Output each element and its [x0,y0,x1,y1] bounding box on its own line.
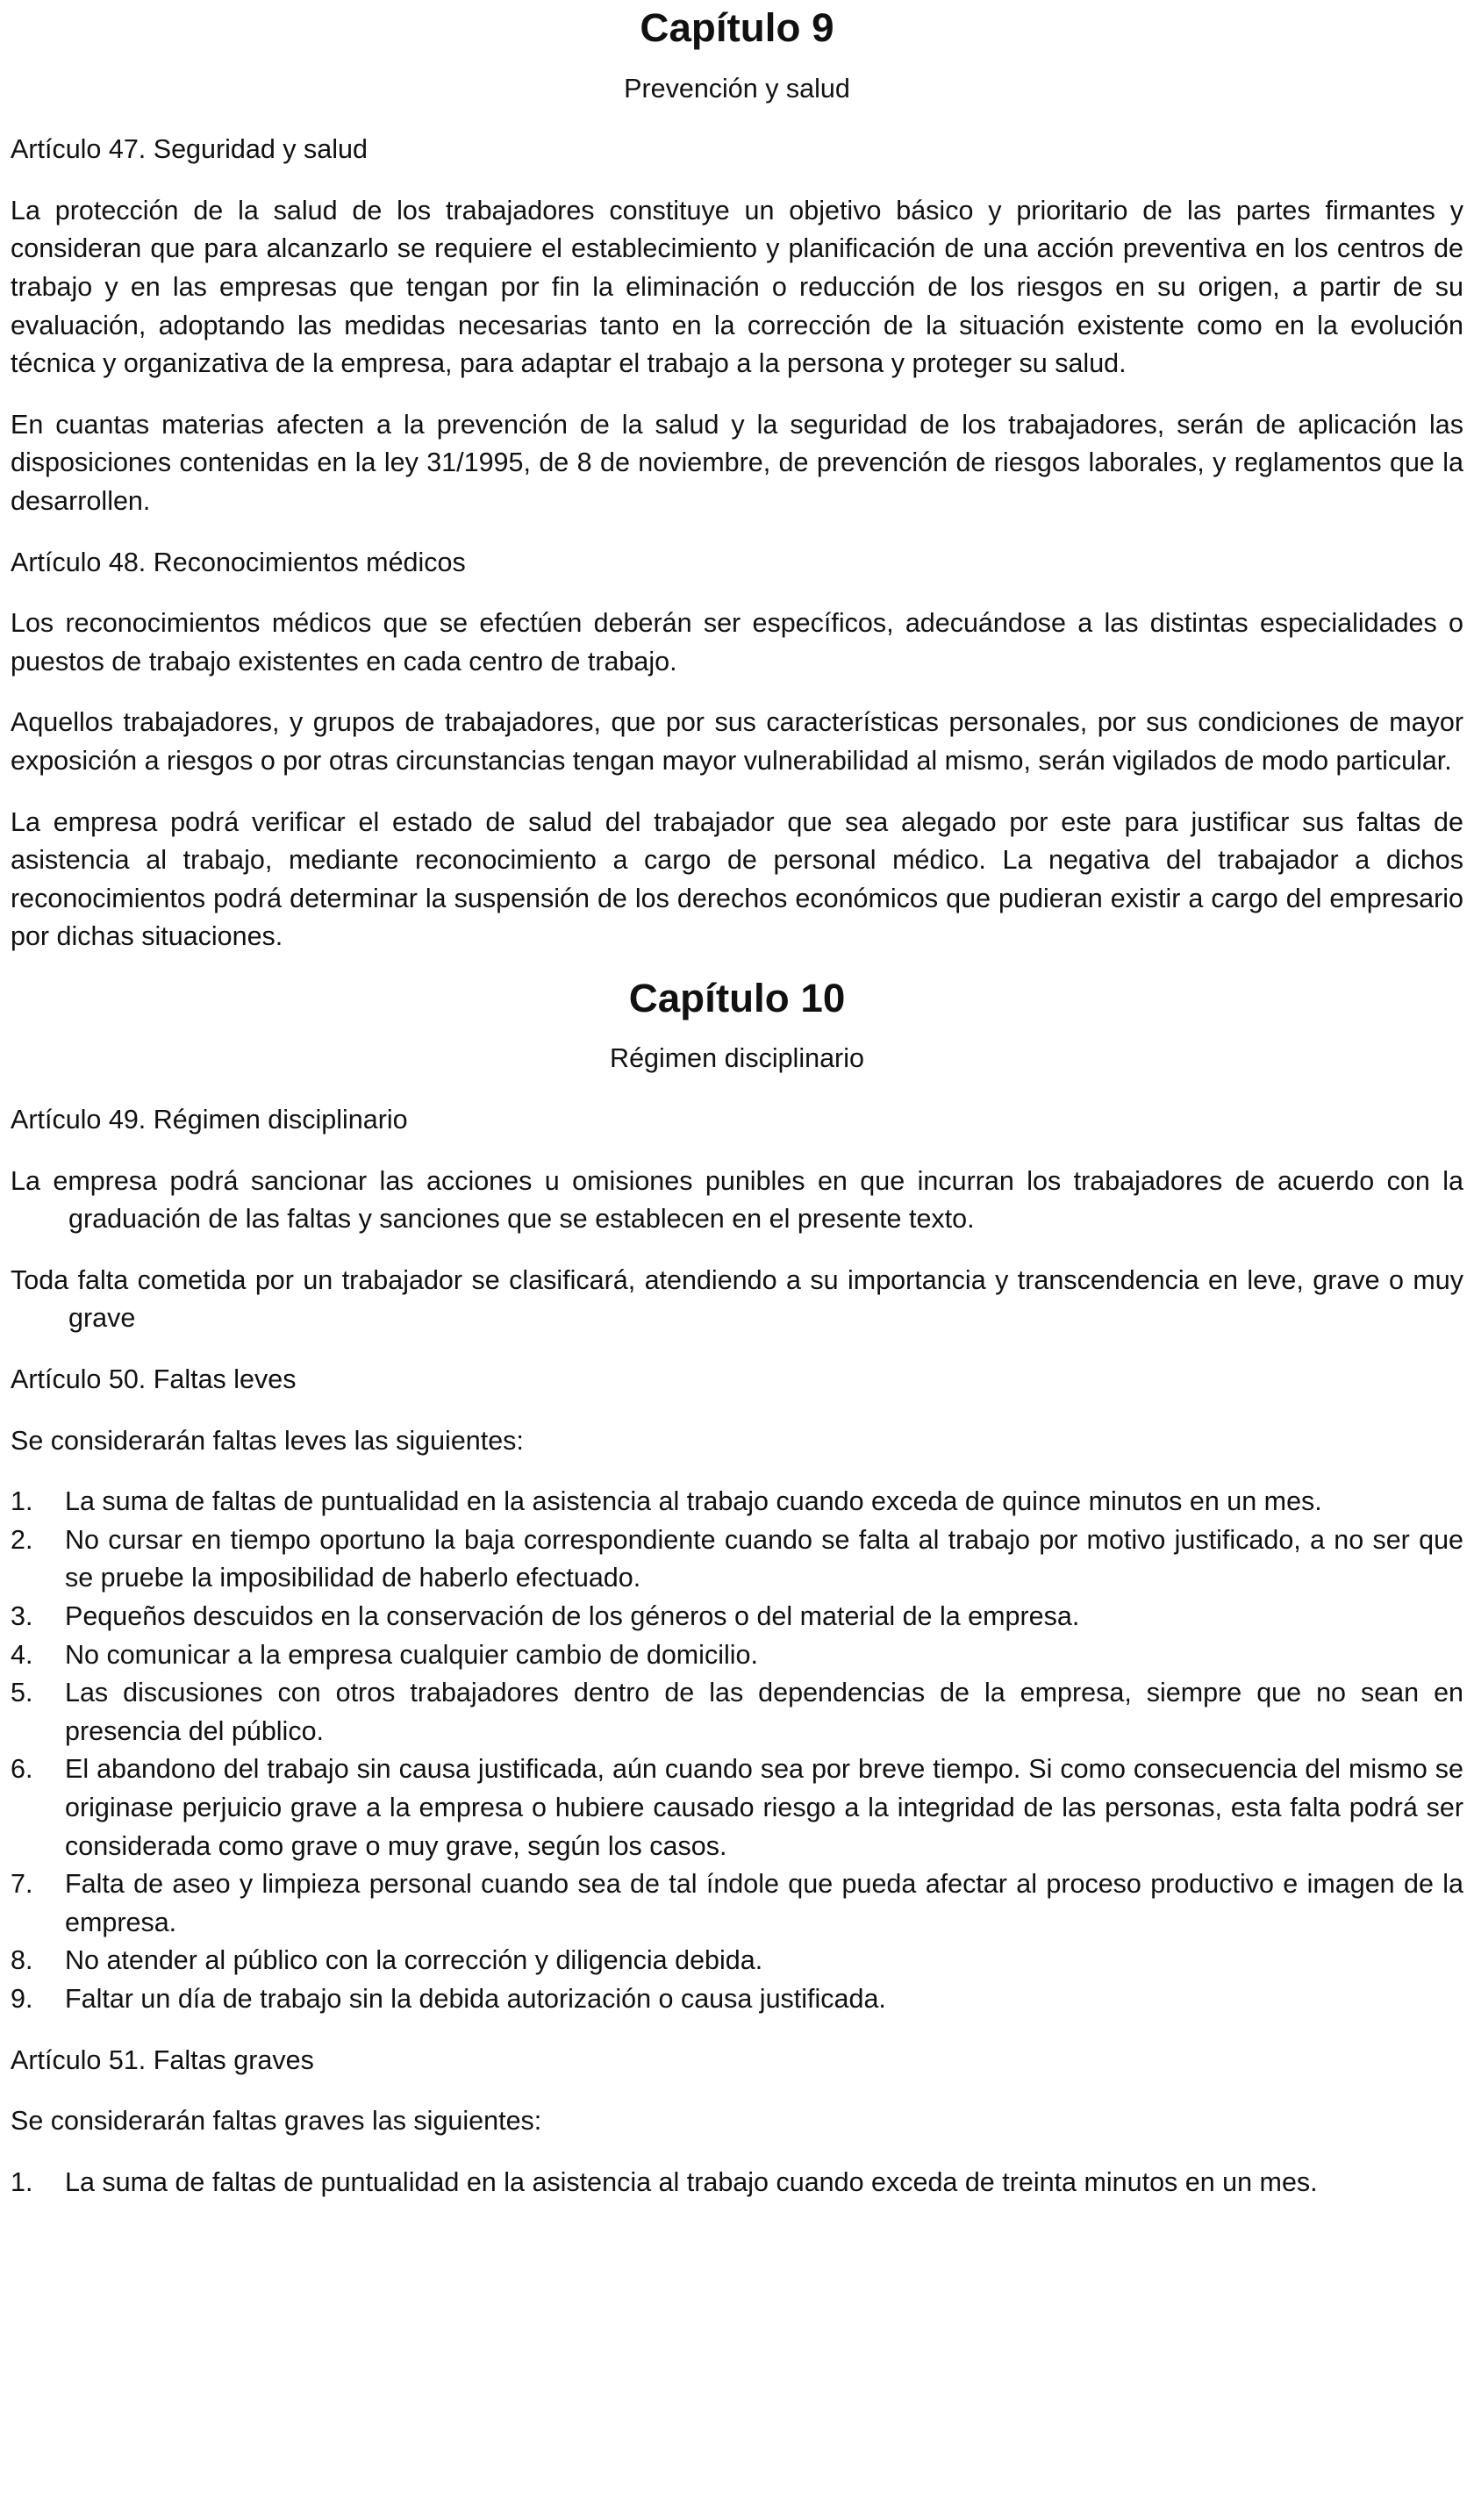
list-item-number: 4. [11,1639,33,1670]
list-item [11,1980,1463,2019]
list-item [11,1598,1463,1636]
list-item-number: 2. [11,1524,33,1555]
list-item-number: 6. [11,1754,33,1785]
list-item [11,1483,1463,1521]
chapter-9-title: Capítulo 9 [640,5,834,50]
list-item-text: No cursar en tiempo oportuno la baja correspondiente cuando se falta al trabajo por motivo justificado, a no ser que se pruebe la imposibilidad de haberlo efectuado. [65,1524,1463,1593]
chapter-9-subtitle: Prevención y salud [624,73,850,104]
article-48-paragraph-3: La empresa podrá verificar el estado de salud del trabajador que sea alegado por este para justificar sus faltas de asistencia al trabajo, mediante reconocimiento a cargo de personal médico. La negativa del trabajador a dichos reconocimientos podrá determinar la suspensión de los derechos económicos que pudieran existir a cargo del empresario por dichas situaciones. [11,806,1463,952]
list-item-text: No comunicar a la empresa cualquier cambio de domicilio. [65,1639,758,1670]
list-item [11,2164,1463,2202]
list-item-text: Pequeños descuidos en la conservación de los géneros o del material de la empresa. [65,1601,1080,1631]
list-item [11,1636,1463,1675]
list-item-text: No atender al público con la corrección y diligencia debida. [65,1945,763,1976]
list-item [11,1865,1463,1942]
list-item-text: La suma de faltas de puntualidad en la asistencia al trabajo cuando exceda de treinta minutos en un mes. [65,2166,1318,2197]
article-50-list [11,1483,1463,2041]
list-item [11,1674,1463,1750]
article-49-paragraph-1: La empresa podrá sancionar las acciones u omisiones punibles en que incurran los trabajadores de acuerdo con la graduación de las faltas y sanciones que se establecen en el presente texto. [11,1165,1463,1235]
list-item-text: El abandono del trabajo sin causa justificada, aún cuando sea por breve tiempo. Si como consecuencia del mismo se originase perjuicio grave a la empresa o hubiere causado riesgo a la integridad de las personas, esta falta podrá ser considerada como grave o muy grave, según los casos. [65,1754,1463,1861]
list-item-number: 1. [11,2166,33,2197]
article-48-paragraph-2: Aquellos trabajadores, y grupos de trabajadores, que por sus características personales, por sus condiciones de mayor exposición a riesgos o por otras circunstancias tengan mayor vulnerabilidad al mismo, serán vigilados de modo particular. [11,707,1463,776]
article-51-list [11,2164,1463,2225]
list-item [11,1750,1463,1865]
list-item-number: 5. [11,1678,33,1708]
article-48-paragraph-1: Los reconocimientos médicos que se efectúen deberán ser específicos, adecuándose a las distintas especialidades o puestos de trabajo existentes en cada centro de trabajo. [11,608,1463,677]
list-item-text: La suma de faltas de puntualidad en la asistencia al trabajo cuando exceda de quince minutos en un mes. [65,1486,1322,1517]
article-47-paragraph-2: En cuantas materias afecten a la prevención de la salud y la seguridad de los trabajadores, serán de aplicación las disposiciones contenidas en la ley 31/1995, de 8 de noviembre, de prevención de riesgos laborales, y reglamentos que la desarrollen. [11,409,1463,516]
article-51-title: Artículo 51. Faltas graves [11,2044,314,2075]
article-50-title: Artículo 50. Faltas leves [11,1364,297,1395]
list-item-text: Faltar un día de trabajo sin la debida autorización o causa justificada. [65,1983,886,2014]
list-item-text: Las discusiones con otros trabajadores dentro de las dependencias de la empresa, siempre que no sean en presencia del público. [65,1678,1463,1746]
chapter-10-subtitle: Régimen disciplinario [610,1043,864,1074]
list-item-text: Falta de aseo y limpieza personal cuando sea de tal índole que pueda afectar al proceso productivo e imagen de la empresa. [65,1869,1463,1937]
document-page [11,0,1463,2224]
list-item-number: 9. [11,1983,33,2014]
list-item-number: 3. [11,1601,33,1631]
article-51-intro: Se considerarán faltas graves las siguientes: [11,2106,542,2137]
article-49-paragraph-2: Toda falta cometida por un trabajador se clasificará, atendiendo a su importancia y transcendencia en leve, grave o muy grave [11,1264,1463,1334]
list-item-number: 7. [11,1869,33,1900]
article-47-paragraph-1: La protección de la salud de los trabajadores constituye un objetivo básico y prioritario de las partes firmantes y consideran que para alcanzarlo se requiere el establecimiento y planificación de una acción preventiva en los centros de trabajo y en las empresas que tengan por fin la eliminación o reducción de los riesgos en su origen, a partir de su evaluación, adoptando las medidas necesarias tanto en la corrección de la situación existente como en la evolución técnica y organizativa de la empresa, para adaptar el trabajo a la persona y proteger su salud. [11,195,1463,379]
list-item-number: 8. [11,1945,33,1976]
list-item-number: 1. [11,1486,33,1517]
article-48-title: Artículo 48. Reconocimientos médicos [11,547,466,577]
list-item [11,1942,1463,1980]
article-49-title: Artículo 49. Régimen disciplinario [11,1105,408,1135]
list-item [11,1521,1463,1598]
article-47-title: Artículo 47. Seguridad y salud [11,134,368,165]
chapter-10-title: Capítulo 10 [628,975,846,1020]
article-50-intro: Se considerarán faltas leves las siguientes: [11,1425,524,1456]
